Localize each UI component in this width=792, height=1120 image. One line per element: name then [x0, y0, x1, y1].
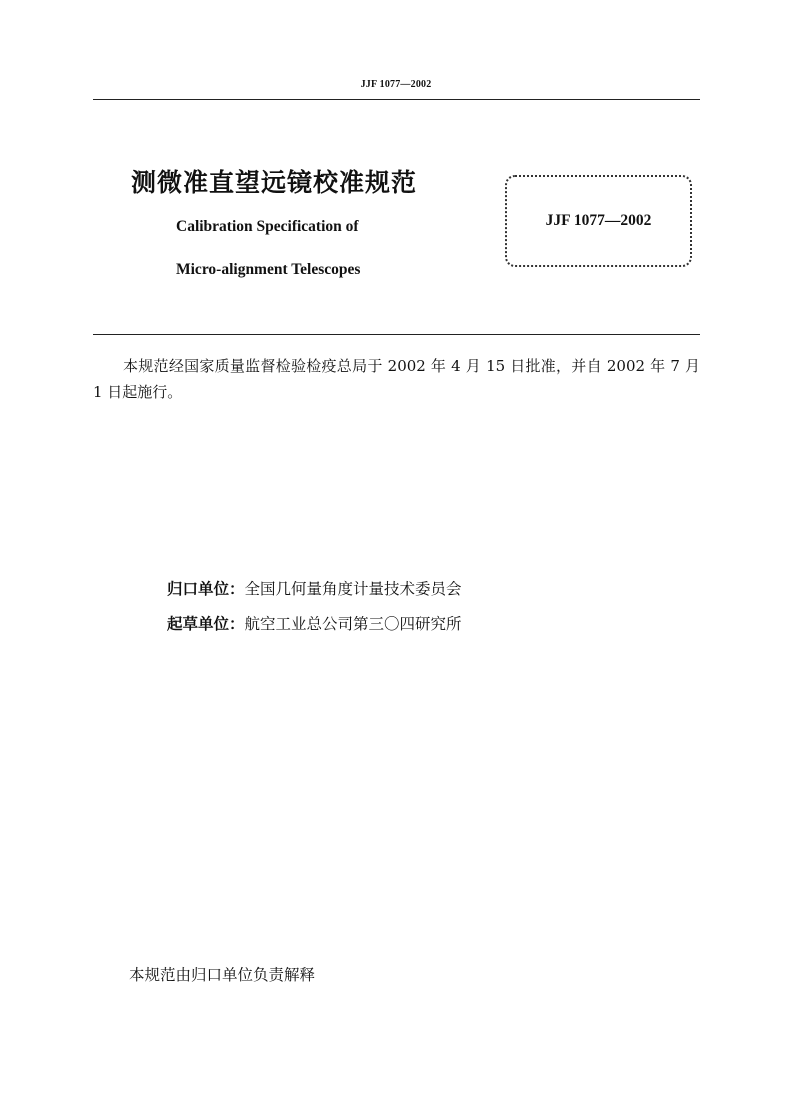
- responsible-unit-label: 归口单位：: [167, 580, 245, 598]
- standard-code-box-text: JJF 1077—2002: [545, 212, 652, 229]
- title-english-line2: Micro-alignment Telescopes: [176, 261, 361, 278]
- drafting-unit-label: 起草单位：: [167, 615, 245, 633]
- top-divider: [93, 99, 700, 100]
- interpretation-note: 本规范由归口单位负责解释: [129, 966, 316, 984]
- drafting-unit-line: [167, 612, 462, 634]
- drafting-unit-value: 航空工业总公司第三〇四研究所: [244, 615, 462, 633]
- responsible-unit-line: [167, 577, 462, 599]
- responsible-unit-value: 全国几何量角度计量技术委员会: [244, 580, 462, 598]
- header-standard-code: JJF 1077—2002: [360, 79, 432, 90]
- title-english-line1: Calibration Specification of: [176, 218, 359, 235]
- title-chinese: 测微准直望远镜校准规范: [131, 168, 418, 197]
- middle-divider: [93, 334, 700, 335]
- approval-statement: 本规范经国家质量监督检验检疫总局于 2002 年 4 月 15 日批准，并自 2002 年 7 月 1 日起施行。: [93, 357, 700, 401]
